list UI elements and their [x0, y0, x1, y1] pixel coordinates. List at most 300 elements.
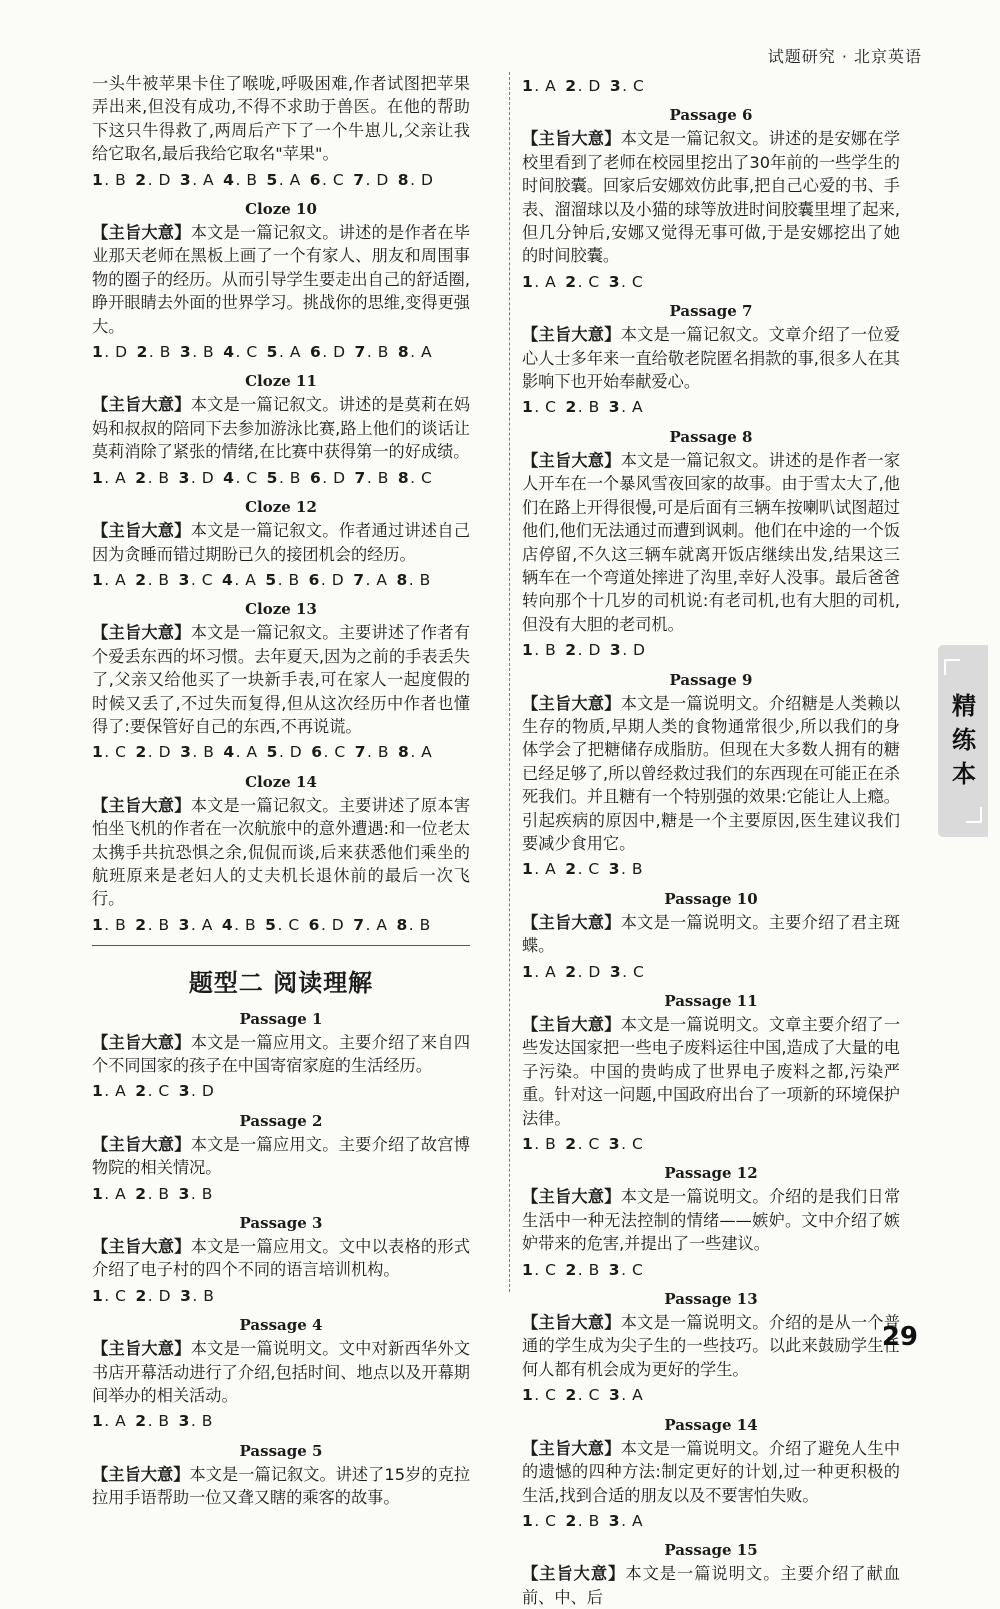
answer-item: 2. C [135, 1082, 170, 1101]
question-number: 7 [353, 570, 365, 589]
answer-item: 2. B [565, 1260, 600, 1279]
summary-paragraph [522, 1311, 900, 1381]
question-number: 2 [565, 1511, 577, 1530]
answer-item: 1. A [522, 962, 557, 981]
answer-item: 2. D [135, 743, 172, 762]
question-number: 8 [396, 915, 408, 934]
question-number: 1 [522, 962, 534, 981]
answer-item: 4. C [223, 343, 258, 362]
question-number: 3 [178, 1412, 190, 1431]
answer-choice: A [376, 915, 388, 934]
question-number: 2 [565, 272, 577, 291]
summary-paragraph [522, 692, 900, 856]
question-number: 1 [92, 1184, 104, 1203]
passage-title: Cloze 14 [245, 772, 317, 791]
question-number: 2 [135, 468, 147, 487]
question-number: 2 [135, 170, 147, 189]
question-number: 2 [135, 743, 147, 762]
answer-choice: C [334, 743, 346, 762]
answer-item: 7. A [353, 915, 388, 934]
passage-title: Cloze 11 [245, 372, 317, 391]
answer-item: 8. A [398, 743, 433, 762]
answer-choice: B [377, 743, 390, 762]
side-tab-char: 练 [952, 726, 976, 754]
answer-item: 2. B [135, 1412, 170, 1431]
summary-paragraph [522, 1437, 900, 1507]
answer-choice: B [159, 343, 171, 362]
passage-title: Passage 13 [664, 1290, 758, 1309]
column-divider [509, 72, 510, 1292]
answer-item: 1. A [522, 860, 557, 879]
question-number: 6 [308, 570, 320, 589]
answer-choice: D [588, 77, 601, 95]
summary-text: 本文是一篇说明文。介绍的是从一个普通的学生成为尖子生的一些技巧。以此来鼓励学生任何人都有机会成为更好的学生。 [522, 1313, 901, 1379]
answer-choice: B [158, 915, 170, 934]
passage-title: Cloze 10 [245, 200, 317, 219]
answer-choice: A [420, 343, 433, 362]
summary-tag: 【主旨大意】 [92, 1134, 191, 1154]
summary-paragraph [92, 1463, 470, 1510]
answer-item: 8. B [396, 915, 431, 934]
question-number: 3 [608, 1386, 621, 1405]
answer-item: 2. D [135, 170, 171, 189]
side-tab-label [950, 689, 978, 791]
answer-key [92, 1410, 470, 1433]
answer-key [522, 1510, 900, 1533]
answer-item: 2. D [565, 962, 601, 981]
question-number: 2 [135, 915, 147, 934]
answer-item: 2. B [135, 570, 170, 589]
passage-title: Passage 2 [239, 1111, 323, 1130]
summary-tag: 【主旨大意】 [92, 395, 191, 415]
answer-key [522, 858, 900, 881]
summary-text: 本文是一篇记叙文。讲述的是作者在毕业那天老师在黑板上画了一个有家人、朋友和周围事物的圈子的经历。从而引导学生要走出自己的舒适圈,睁开眼睛去外面的世界学习。挑战你的思维,变得更强大。 [92, 223, 471, 336]
answer-key [92, 914, 470, 937]
answer-item: 3. B [179, 343, 215, 362]
summary-paragraph [92, 1133, 470, 1180]
question-number: 2 [565, 1260, 577, 1279]
question-number: 3 [180, 1286, 192, 1305]
question-number: 2 [565, 77, 577, 95]
question-number: 2 [565, 398, 577, 417]
question-number: 5 [265, 915, 277, 934]
answer-item: 6. C [309, 170, 345, 189]
answer-choice: A [115, 1184, 127, 1203]
left-blocks-before [92, 72, 470, 937]
answer-item: 6. D [308, 570, 345, 589]
question-number: 6 [309, 343, 322, 362]
passage-title: Passage 1 [239, 1009, 323, 1028]
question-number: 5 [266, 170, 278, 189]
answer-key [522, 1133, 900, 1156]
summary-text: 本文是一篇说明文。介绍了避免人生中的遗憾的四种方法:制定更好的计划,过一种更积极的生活,找到合适的朋友以及不要害怕失败。 [522, 1438, 901, 1505]
answer-item: 1. C [522, 1386, 557, 1405]
summary-text: 本文是一篇说明文。文章主要介绍了一些发达国家把一些电子废料运往中国,造成了大量的电子污染。中国的贵屿成了世界电子废料之都,污染严重。针对这一问题,中国政府出台了一项新的环境保护法律。 [522, 1015, 901, 1128]
question-number: 2 [565, 860, 577, 879]
question-number: 5 [265, 570, 277, 589]
passage-title: Passage 11 [664, 992, 758, 1010]
answer-item: 1. B [522, 1135, 557, 1154]
question-number: 3 [180, 743, 192, 762]
question-number: 1 [522, 641, 534, 660]
question-number: 1 [92, 343, 104, 362]
answer-item: 2. D [565, 641, 601, 660]
summary-paragraph [92, 393, 470, 463]
summary-text: 本文是一篇说明文。文中对新西华外文书店开幕活动进行了介绍,包括时间、地点以及开幕期间举办的相关活动。 [92, 1339, 471, 1406]
summary-paragraph [522, 449, 900, 636]
answer-item: 3. A [608, 1386, 644, 1405]
answer-choice: B [588, 1260, 600, 1279]
answer-choice: A [545, 860, 557, 879]
question-number: 5 [266, 343, 278, 362]
answer-choice: C [158, 1082, 170, 1101]
answer-choice: C [332, 170, 345, 189]
question-number: 2 [135, 1082, 147, 1101]
answer-choice: A [631, 398, 644, 417]
question-number: 1 [92, 1082, 104, 1101]
summary-tag: 【主旨大意】 [522, 1438, 621, 1458]
summary-text: 本文是一篇应用文。文中以表格的形式介绍了电子村的四个不同的语言培训机构。 [92, 1237, 471, 1280]
answer-choice: B [203, 343, 215, 362]
answer-item: 1. A [92, 1184, 127, 1203]
question-number: 6 [308, 915, 320, 934]
summary-text: 本文是一篇记叙文。讲述的是莫莉在妈妈和叔叔的陪同下去参加游泳比赛,路上他们的谈话让莫莉消除了紧张的情绪,在比赛中获得第一的好成绩。 [92, 395, 471, 462]
answer-item: 4. A [222, 570, 257, 589]
answer-item: 3. A [179, 170, 215, 189]
answer-item: 3. A [608, 398, 644, 417]
answer-choice: B [158, 570, 170, 589]
answer-item: 5. A [266, 343, 301, 362]
answer-item: 2. C [565, 1135, 600, 1154]
answer-key [522, 271, 900, 294]
answer-item: 1. A [522, 272, 557, 291]
summary-tag: 【主旨大意】 [522, 693, 621, 713]
answer-item: 1. B [92, 170, 127, 189]
answer-item: 2. D [135, 1286, 172, 1305]
answer-choice: B [545, 1135, 557, 1154]
answer-choice: C [201, 570, 214, 589]
answer-item: 5. A [266, 170, 301, 189]
answer-choice: D [588, 641, 601, 660]
answer-choice: B [201, 1412, 213, 1431]
answer-item: 1. A [92, 1082, 127, 1101]
answer-key [522, 1259, 900, 1282]
summary-paragraph [522, 323, 900, 393]
question-number: 3 [178, 468, 190, 487]
question-number: 5 [266, 468, 278, 487]
passage-title: Passage 8 [669, 427, 753, 446]
answer-item: 2. C [565, 860, 600, 879]
question-number: 3 [178, 1184, 190, 1203]
question-number: 4 [223, 743, 235, 762]
question-number: 7 [353, 170, 365, 189]
summary-tag: 【主旨大意】 [92, 795, 191, 815]
answer-choice: B [115, 170, 127, 189]
answer-key [92, 569, 470, 592]
question-number: 2 [136, 343, 148, 362]
answer-item: 6. D [309, 343, 346, 362]
question-number: 2 [565, 1386, 577, 1405]
answer-item: 6. D [308, 915, 345, 934]
question-number: 4 [223, 343, 235, 362]
answer-choice: C [545, 1260, 557, 1279]
answer-item: 3. D [609, 641, 646, 660]
answer-item: 4. B [223, 170, 258, 189]
summary-tag: 【主旨大意】 [92, 1237, 191, 1257]
summary-paragraph [92, 621, 470, 738]
answer-key [522, 75, 900, 98]
answer-choice: C [115, 1286, 127, 1305]
answer-item: 8. B [396, 570, 431, 589]
answer-item: 8. D [397, 170, 434, 189]
answer-choice: C [588, 1135, 600, 1154]
question-number: 5 [266, 743, 278, 762]
answer-choice: B [419, 915, 431, 934]
summary-text: 一头牛被苹果卡住了喉咙,呼吸困难,作者试图把苹果弄出来,但没有成功,不得不求助于兽医。在他的帮助下这只牛得救了,两周后产下了一个牛崽儿,父亲让我给它取名,最后我给它取名"苹果"。 [92, 74, 470, 164]
answer-item: 1. C [92, 1286, 127, 1305]
answer-key [522, 639, 900, 662]
answer-choice: A [115, 1412, 127, 1431]
answer-key [92, 341, 470, 364]
answer-item: 1. C [522, 398, 557, 417]
summary-tag: 【主旨大意】 [92, 223, 191, 243]
answer-choice: B [588, 1511, 600, 1530]
answer-item: 2. B [135, 468, 170, 487]
answer-choice: B [419, 570, 431, 589]
answer-choice: A [376, 570, 388, 589]
answer-choice: B [377, 343, 389, 362]
answer-choice: D [420, 170, 434, 189]
tab-bracket-bottom [966, 807, 982, 823]
answer-choice: D [158, 170, 171, 189]
question-number: 1 [92, 743, 104, 762]
summary-tag: 【主旨大意】 [522, 450, 621, 470]
side-tab-char: 精 [952, 692, 976, 720]
question-number: 8 [397, 343, 410, 362]
answer-choice: C [545, 1511, 557, 1530]
answer-item: 2. B [135, 1184, 170, 1203]
answer-choice: D [158, 1286, 172, 1305]
question-number: 3 [178, 570, 190, 589]
question-number: 1 [522, 398, 534, 417]
answer-choice: C [588, 860, 600, 879]
side-tab [938, 645, 988, 837]
answer-item: 2. C [565, 272, 600, 291]
answer-item: 5. B [265, 570, 300, 589]
question-number: 3 [609, 77, 622, 95]
answer-choice: A [545, 77, 557, 95]
answer-item: 3. D [178, 1082, 215, 1101]
answer-item: 3. B [180, 1286, 215, 1305]
answer-item: 5. C [265, 915, 300, 934]
answer-choice: D [331, 915, 345, 934]
summary-tag: 【主旨大意】 [522, 1015, 621, 1034]
answer-item: 2. B [135, 915, 170, 934]
answer-item: 3. B [178, 1184, 213, 1203]
question-number: 2 [135, 1286, 147, 1305]
answer-choice: A [201, 915, 213, 934]
answer-choice: D [633, 641, 646, 660]
passage-title: Passage 12 [664, 1164, 758, 1183]
summary-tag: 【主旨大意】 [92, 1339, 191, 1359]
answer-choice: A [245, 570, 257, 589]
answer-item: 1. C [92, 743, 127, 762]
question-number: 1 [522, 1386, 534, 1405]
answer-choice: A [289, 343, 301, 362]
summary-paragraph [522, 1562, 900, 1609]
question-number: 1 [92, 468, 104, 487]
left-blocks-after [92, 1008, 470, 1510]
answer-item: 3. C [178, 570, 214, 589]
answer-key [522, 961, 900, 984]
answer-choice: D [289, 743, 303, 762]
answer-choice: D [333, 343, 346, 362]
answer-item: 3. B [178, 1412, 213, 1431]
summary-paragraph [92, 72, 470, 166]
question-number: 3 [609, 962, 622, 981]
answer-choice: A [545, 272, 557, 291]
summary-text: 本文是一篇记叙文。主要讲述了作者有个爱丢东西的坏习惯。去年夏天,因为之前的手表丢失了,父亲又给他买了一块新手表,可在家人一起度假的时候又丢了,不过失而复得,但从这次经历中作者也懂得了:要保管好自己的东西,不再说谎。 [92, 623, 471, 736]
answer-key [92, 1080, 470, 1103]
question-number: 3 [609, 641, 622, 660]
answer-item: 3. B [608, 860, 644, 879]
answer-choice: C [115, 743, 127, 762]
answer-item: 1. B [92, 915, 127, 934]
page-number: 29 [881, 1322, 918, 1352]
question-number: 4 [222, 570, 234, 589]
summary-tag: 【主旨大意】 [92, 1464, 190, 1484]
answer-choice: B [588, 398, 600, 417]
answer-choice: B [246, 170, 258, 189]
answer-key [92, 467, 470, 490]
question-number: 3 [179, 170, 192, 189]
question-number: 4 [223, 170, 235, 189]
answer-choice: A [289, 170, 301, 189]
answer-item: 7. A [353, 570, 388, 589]
summary-tag: 【主旨大意】 [522, 1313, 621, 1333]
summary-paragraph [522, 1185, 900, 1255]
answer-choice: B [115, 915, 127, 934]
question-number: 3 [608, 398, 621, 417]
summary-text: 本文是一篇记叙文。主要讲述了原本害怕坐飞机的作者在一次航旅中的意外遭遇:和一位老太太携手共抗恐惧之余,侃侃而谈,后来获悉他们乘坐的航班原来是老妇人的丈夫机长退休前的最后一次飞行。 [92, 795, 471, 909]
answer-item: 2. B [565, 398, 600, 417]
answer-item: 1. D [92, 343, 128, 362]
question-number: 8 [397, 170, 410, 189]
question-number: 1 [92, 170, 104, 189]
answer-item: 2. B [565, 1511, 600, 1530]
answer-key [522, 396, 900, 419]
question-number: 8 [397, 468, 410, 487]
summary-paragraph [92, 794, 470, 911]
answer-item: 3. C [608, 272, 644, 291]
passage-title: Cloze 13 [245, 600, 317, 619]
question-number: 3 [178, 1082, 191, 1101]
summary-text: 本文是一篇记叙文。作者通过讲述自己因为贪睡而错过期盼已久的接团机会的经历。 [92, 521, 471, 564]
tab-bracket-top [944, 659, 960, 675]
answer-choice: B [289, 468, 301, 487]
question-number: 7 [353, 915, 365, 934]
question-number: 2 [135, 1412, 147, 1431]
answer-item: 1. B [522, 641, 557, 660]
answer-key [92, 741, 470, 764]
question-number: 1 [522, 1260, 534, 1279]
summary-paragraph [522, 1013, 900, 1130]
question-number: 8 [398, 743, 410, 762]
summary-text: 本文是一篇记叙文。文章介绍了一位爱心人士多年来一直给敬老院匿名捐款的事,很多人在其影响下也开始奉献爱心。 [522, 325, 901, 392]
question-number: 6 [309, 170, 322, 189]
passage-title: Passage 3 [239, 1214, 323, 1233]
answer-choice: D [158, 743, 172, 762]
answer-choice: B [631, 860, 644, 879]
summary-paragraph [92, 1337, 470, 1407]
answer-item: 3. D [178, 468, 215, 487]
answer-choice: D [588, 962, 601, 981]
answer-choice: B [158, 1412, 170, 1431]
answer-item: 8. A [397, 343, 433, 362]
answer-choice: D [333, 468, 346, 487]
question-number: 1 [92, 1286, 104, 1305]
summary-tag: 【主旨大意】 [522, 325, 621, 345]
question-number: 2 [565, 962, 577, 981]
answer-item: 1. A [92, 1412, 127, 1431]
answer-choice: C [545, 1386, 557, 1405]
answer-choice: C [246, 468, 258, 487]
answer-item: 3. A [178, 915, 213, 934]
answer-choice: B [245, 915, 257, 934]
question-number: 1 [522, 77, 534, 95]
answer-key [92, 169, 470, 192]
summary-tag: 【主旨大意】 [92, 1032, 191, 1052]
side-tab-char: 本 [952, 760, 976, 788]
question-number: 1 [522, 1135, 534, 1154]
answer-item: 3. A [608, 1511, 644, 1530]
question-number: 4 [223, 468, 235, 487]
answer-choice: B [158, 1184, 170, 1203]
answer-item: 3. C [609, 962, 645, 981]
summary-text: 本文是一篇说明文。主要介绍了君主斑蝶。 [522, 912, 901, 956]
answer-item: 3. C [608, 1135, 644, 1154]
section-rule [92, 945, 470, 946]
answer-item: 5. D [266, 743, 303, 762]
question-number: 6 [309, 468, 322, 487]
summary-tag: 【主旨大意】 [92, 623, 191, 643]
answer-choice: A [203, 170, 215, 189]
answer-choice: A [246, 743, 258, 762]
answer-item: 2. B [136, 343, 171, 362]
answer-item: 1. A [522, 77, 557, 95]
answer-choice: D [201, 1082, 215, 1101]
answer-item: 5. B [266, 468, 301, 487]
answer-choice: B [288, 570, 300, 589]
right-blocks [522, 75, 900, 1609]
question-number: 1 [522, 860, 534, 879]
answer-choice: D [201, 468, 215, 487]
answer-choice: D [376, 170, 389, 189]
summary-paragraph [92, 1031, 470, 1078]
answer-choice: A [115, 468, 127, 487]
passage-title: Passage 15 [664, 1541, 758, 1560]
answer-choice: D [115, 343, 128, 362]
answer-key [92, 1285, 470, 1308]
summary-text: 本文是一篇说明文。介绍的是我们日常生活中一种无法控制的情绪——嫉妒。文中介绍了嫉妒带来的危害,并提出了一些建议。 [522, 1187, 901, 1254]
summary-tag: 【主旨大意】 [522, 1187, 621, 1207]
left-column [92, 72, 470, 1510]
summary-paragraph [92, 519, 470, 566]
answer-choice: C [633, 962, 645, 981]
answer-choice: A [115, 1082, 127, 1101]
answer-choice: C [545, 398, 557, 417]
passage-title: Passage 9 [669, 670, 753, 689]
